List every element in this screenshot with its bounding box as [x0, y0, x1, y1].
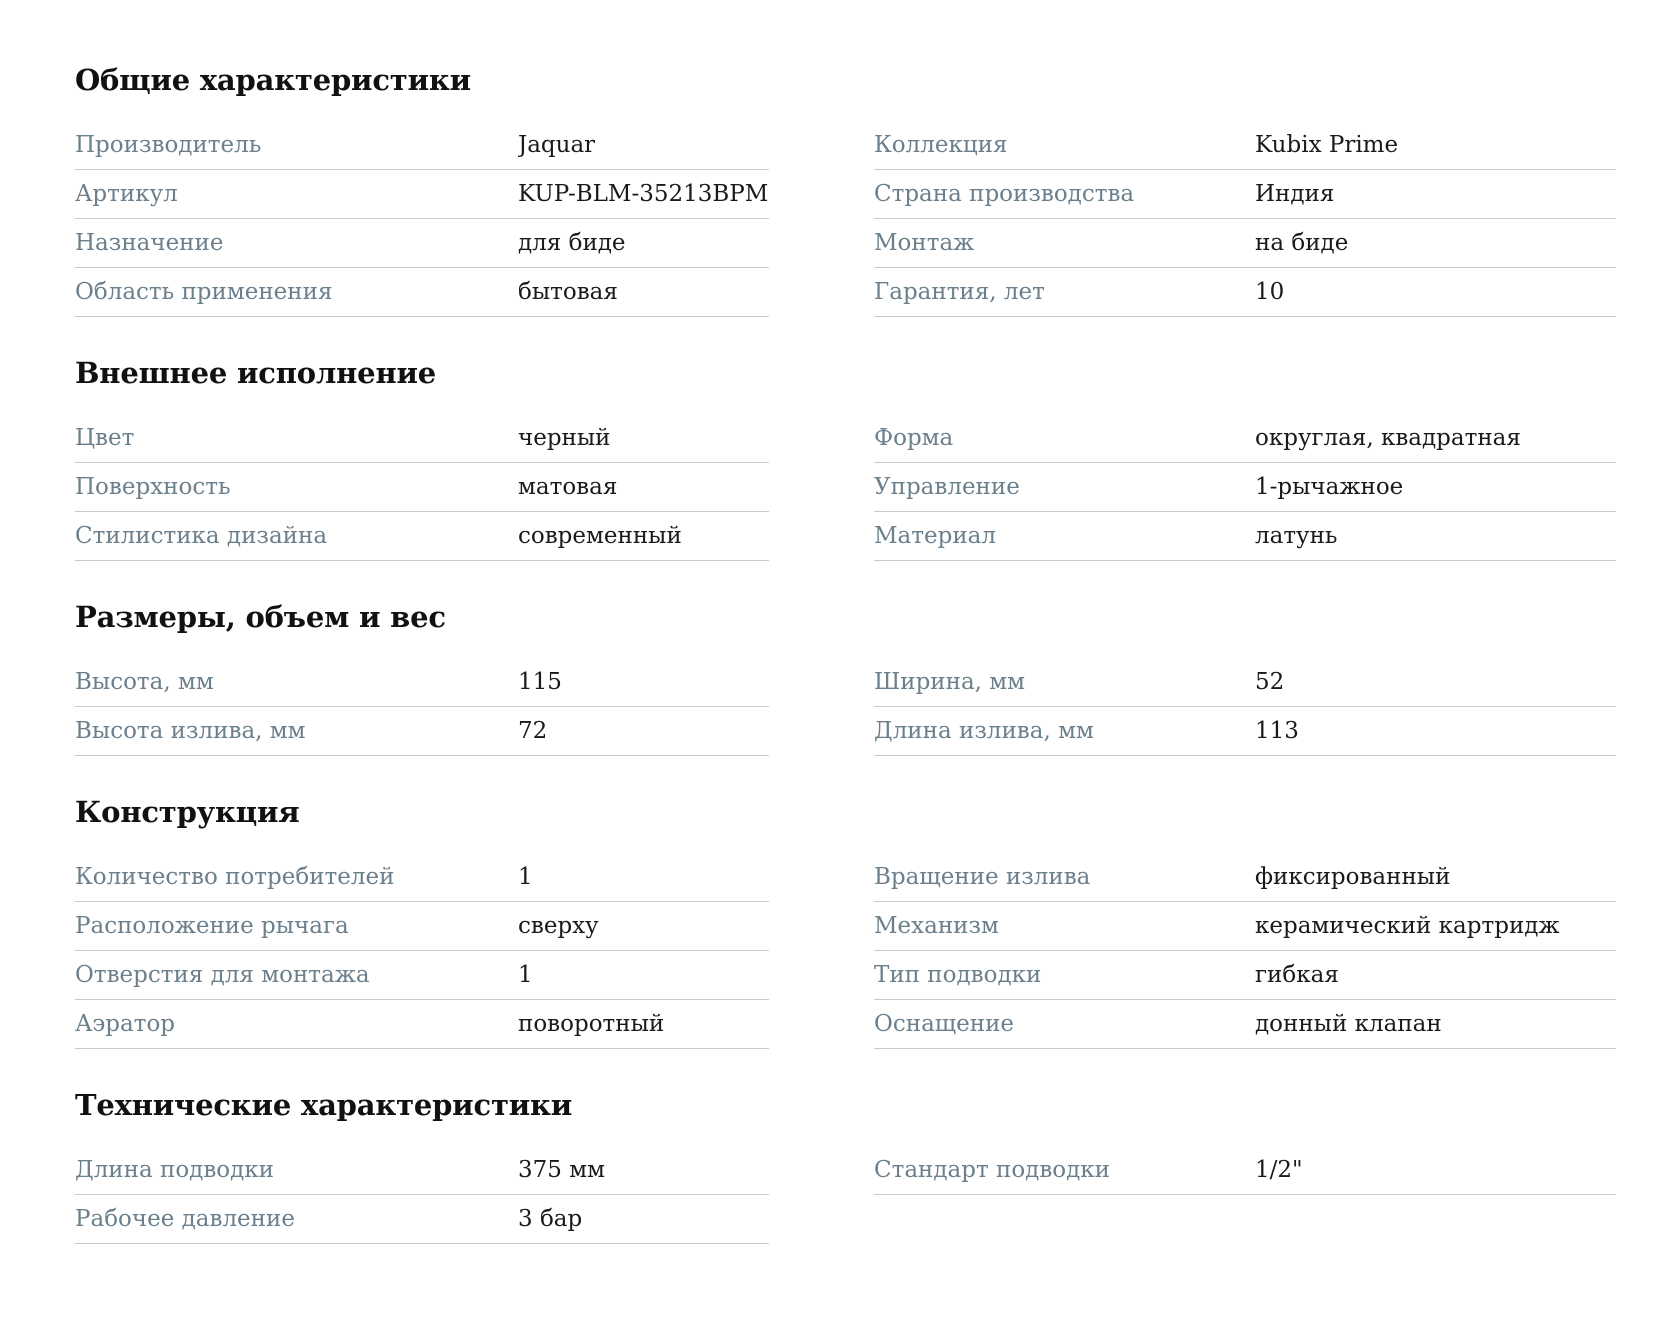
spec-row	[874, 414, 1616, 463]
spec-value: черный	[518, 425, 611, 451]
spec-row	[75, 853, 769, 902]
spec-value: 3 бар	[518, 1206, 583, 1232]
left-column	[75, 1146, 769, 1244]
spec-label: Управление	[874, 474, 1020, 500]
spec-label: Страна производства	[874, 181, 1135, 207]
spec-value: округлая, квадратная	[1255, 425, 1521, 451]
section-construction	[75, 790, 1680, 1049]
section-general	[75, 58, 1680, 317]
spec-row	[75, 463, 769, 512]
spec-label: Аэратор	[75, 1011, 176, 1037]
spec-row	[874, 121, 1616, 170]
spec-value: 375 мм	[518, 1157, 605, 1183]
right-column	[874, 853, 1616, 1049]
spec-label: Механизм	[874, 913, 999, 939]
spec-label: Цвет	[75, 425, 135, 451]
spec-row	[75, 1146, 769, 1195]
spec-label: Отверстия для монтажа	[75, 962, 370, 988]
spec-row	[75, 707, 769, 756]
spec-label: Длина излива, мм	[874, 718, 1094, 744]
section-title: Общие характеристики	[75, 63, 471, 97]
section-columns	[75, 414, 1680, 561]
spec-value: 1-рычажное	[1255, 474, 1404, 500]
spec-row	[874, 658, 1616, 707]
left-column	[75, 121, 769, 317]
section-columns	[75, 658, 1680, 756]
section-columns	[75, 121, 1680, 317]
spec-row	[874, 951, 1616, 1000]
spec-row	[874, 170, 1616, 219]
spec-row	[75, 268, 769, 317]
section-title: Технические характеристики	[75, 1088, 573, 1122]
right-column	[874, 1146, 1616, 1244]
left-column	[75, 414, 769, 561]
right-column	[874, 658, 1616, 756]
spec-label: Рабочее давление	[75, 1206, 295, 1232]
spec-row	[874, 219, 1616, 268]
spec-value: керамический картридж	[1255, 913, 1560, 939]
spec-row	[874, 853, 1616, 902]
section-technical	[75, 1083, 1680, 1244]
spec-label: Ширина, мм	[874, 669, 1026, 695]
section-appearance	[75, 351, 1680, 561]
spec-label: Форма	[874, 425, 954, 451]
spec-value: 113	[1255, 718, 1299, 744]
spec-value: гибкая	[1255, 962, 1339, 988]
spec-value: латунь	[1255, 523, 1338, 549]
spec-label: Материал	[874, 523, 996, 549]
spec-label: Оснащение	[874, 1011, 1015, 1037]
spec-row	[874, 902, 1616, 951]
left-column	[75, 658, 769, 756]
section-title: Внешнее исполнение	[75, 356, 437, 390]
spec-label: Тип подводки	[874, 962, 1042, 988]
spec-row	[75, 658, 769, 707]
spec-value: Kubix Prime	[1255, 132, 1399, 158]
spec-row	[75, 951, 769, 1000]
spec-row	[75, 414, 769, 463]
spec-value: донный клапан	[1255, 1011, 1442, 1037]
spec-label: Высота излива, мм	[75, 718, 306, 744]
spec-value: на биде	[1255, 230, 1349, 256]
spec-label: Артикул	[75, 181, 178, 207]
spec-row	[874, 707, 1616, 756]
spec-row	[874, 463, 1616, 512]
spec-value: 115	[518, 669, 562, 695]
spec-label: Область применения	[75, 279, 333, 305]
spec-row	[75, 121, 769, 170]
spec-value: Индия	[1255, 181, 1335, 207]
spec-row	[75, 512, 769, 561]
spec-row	[874, 1000, 1616, 1049]
spec-label: Стилистика дизайна	[75, 523, 328, 549]
spec-label: Стандарт подводки	[874, 1157, 1110, 1183]
section-title: Размеры, объем и вес	[75, 600, 446, 634]
spec-label: Количество потребителей	[75, 864, 395, 890]
spec-row	[75, 1195, 769, 1244]
spec-row	[75, 219, 769, 268]
spec-label: Производитель	[75, 132, 262, 158]
right-column	[874, 121, 1616, 317]
spec-value: сверху	[518, 913, 599, 939]
section-columns	[75, 1146, 1680, 1244]
spec-label: Гарантия, лет	[874, 279, 1045, 305]
spec-value: 1	[518, 864, 533, 890]
spec-label: Длина подводки	[75, 1157, 274, 1183]
spec-row	[874, 1146, 1616, 1195]
spec-value: 72	[518, 718, 548, 744]
spec-value: 10	[1255, 279, 1285, 305]
section-title: Конструкция	[75, 795, 300, 829]
spec-row	[75, 170, 769, 219]
spec-value: фиксированный	[1255, 864, 1451, 890]
spec-label: Вращение излива	[874, 864, 1091, 890]
left-column	[75, 853, 769, 1049]
spec-label: Расположение рычага	[75, 913, 349, 939]
section-columns	[75, 853, 1680, 1049]
spec-row	[75, 902, 769, 951]
spec-value: для биде	[518, 230, 626, 256]
spec-value: поворотный	[518, 1011, 665, 1037]
right-column	[874, 414, 1616, 561]
section-dimensions	[75, 595, 1680, 756]
spec-row	[874, 512, 1616, 561]
spec-value: матовая	[518, 474, 618, 500]
spec-label: Коллекция	[874, 132, 1008, 158]
spec-value: современный	[518, 523, 682, 549]
spec-label: Назначение	[75, 230, 224, 256]
spec-value: 1	[518, 962, 533, 988]
spec-row	[874, 268, 1616, 317]
spec-label: Поверхность	[75, 474, 231, 500]
spec-value: бытовая	[518, 279, 618, 305]
spec-value: Jaquar	[518, 132, 596, 158]
spec-value: KUP-BLM-35213BPM	[518, 181, 769, 207]
spec-row	[75, 1000, 769, 1049]
spec-label: Высота, мм	[75, 669, 214, 695]
spec-label: Монтаж	[874, 230, 975, 256]
spec-value: 1/2"	[1255, 1157, 1303, 1183]
spec-value: 52	[1255, 669, 1285, 695]
